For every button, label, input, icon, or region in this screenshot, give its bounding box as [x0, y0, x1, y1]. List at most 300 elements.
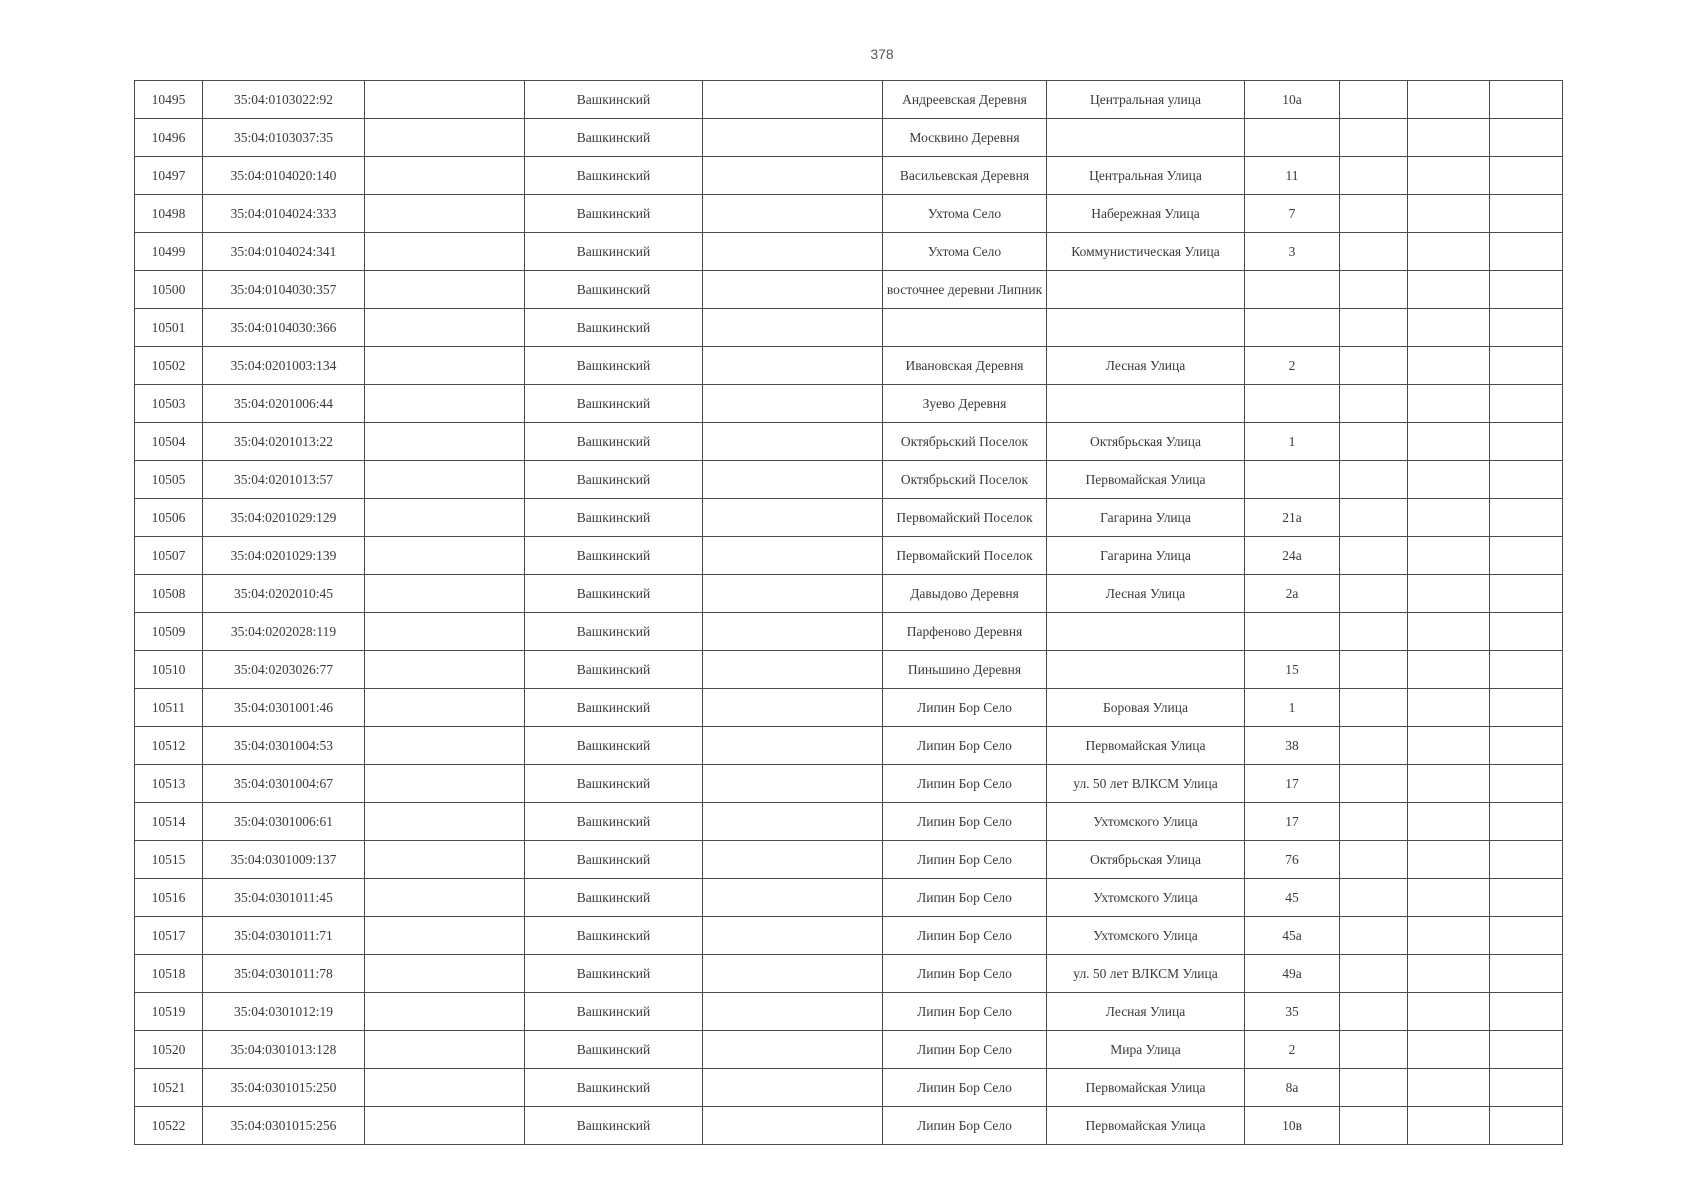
blank-cell-5: [703, 765, 883, 803]
blank-cell-9: [1340, 157, 1408, 195]
house-number-cell: 2: [1245, 1031, 1340, 1069]
blank-cell-11: [1490, 347, 1563, 385]
table-row: [135, 993, 1563, 1031]
blank-cell-5: [703, 879, 883, 917]
blank-cell-10: [1408, 1107, 1490, 1145]
blank-cell-10: [1408, 423, 1490, 461]
blank-cell-9: [1340, 651, 1408, 689]
blank-cell-3: [365, 1069, 525, 1107]
row-number-cell: 10500: [135, 271, 203, 309]
street-cell: [1047, 651, 1245, 689]
row-number-cell: 10507: [135, 537, 203, 575]
blank-cell-9: [1340, 1031, 1408, 1069]
settlement-cell: восточнее деревни Липник: [883, 271, 1047, 309]
settlement-cell: Андреевская Деревня: [883, 81, 1047, 119]
blank-cell-10: [1408, 727, 1490, 765]
street-cell: Октябрьская Улица: [1047, 841, 1245, 879]
blank-cell-3: [365, 81, 525, 119]
row-number-cell: 10504: [135, 423, 203, 461]
blank-cell-5: [703, 803, 883, 841]
blank-cell-3: [365, 879, 525, 917]
table-row: [135, 1031, 1563, 1069]
district-cell: Вашкинский: [525, 765, 703, 803]
blank-cell-3: [365, 195, 525, 233]
blank-cell-3: [365, 499, 525, 537]
blank-cell-5: [703, 195, 883, 233]
district-cell: Вашкинский: [525, 879, 703, 917]
blank-cell-3: [365, 727, 525, 765]
row-number-cell: 10496: [135, 119, 203, 157]
blank-cell-9: [1340, 1069, 1408, 1107]
blank-cell-9: [1340, 195, 1408, 233]
blank-cell-10: [1408, 309, 1490, 347]
settlement-cell: Липин Бор Село: [883, 1031, 1047, 1069]
settlement-cell: Липин Бор Село: [883, 1107, 1047, 1145]
blank-cell-3: [365, 803, 525, 841]
blank-cell-10: [1408, 575, 1490, 613]
blank-cell-11: [1490, 271, 1563, 309]
settlement-cell: [883, 309, 1047, 347]
blank-cell-11: [1490, 233, 1563, 271]
cadastral-number-cell: 35:04:0301009:137: [203, 841, 365, 879]
table-row: [135, 385, 1563, 423]
settlement-cell: Липин Бор Село: [883, 765, 1047, 803]
blank-cell-11: [1490, 423, 1563, 461]
blank-cell-11: [1490, 309, 1563, 347]
blank-cell-10: [1408, 537, 1490, 575]
settlement-cell: Липин Бор Село: [883, 993, 1047, 1031]
blank-cell-5: [703, 537, 883, 575]
blank-cell-9: [1340, 233, 1408, 271]
registry-table-body: [135, 81, 1563, 1145]
blank-cell-10: [1408, 271, 1490, 309]
settlement-cell: Москвино Деревня: [883, 119, 1047, 157]
blank-cell-9: [1340, 1107, 1408, 1145]
settlement-cell: Липин Бор Село: [883, 879, 1047, 917]
blank-cell-5: [703, 385, 883, 423]
house-number-cell: 7: [1245, 195, 1340, 233]
blank-cell-11: [1490, 157, 1563, 195]
cadastral-number-cell: 35:04:0201013:57: [203, 461, 365, 499]
blank-cell-10: [1408, 613, 1490, 651]
cadastral-number-cell: 35:04:0202010:45: [203, 575, 365, 613]
table-row: [135, 651, 1563, 689]
street-cell: ул. 50 лет ВЛКСМ Улица: [1047, 955, 1245, 993]
cadastral-number-cell: 35:04:0301004:67: [203, 765, 365, 803]
blank-cell-5: [703, 689, 883, 727]
blank-cell-11: [1490, 917, 1563, 955]
house-number-cell: 21а: [1245, 499, 1340, 537]
blank-cell-3: [365, 765, 525, 803]
blank-cell-5: [703, 651, 883, 689]
blank-cell-10: [1408, 955, 1490, 993]
blank-cell-5: [703, 157, 883, 195]
blank-cell-10: [1408, 689, 1490, 727]
blank-cell-9: [1340, 119, 1408, 157]
blank-cell-11: [1490, 1031, 1563, 1069]
blank-cell-11: [1490, 195, 1563, 233]
blank-cell-3: [365, 271, 525, 309]
blank-cell-5: [703, 727, 883, 765]
settlement-cell: Зуево Деревня: [883, 385, 1047, 423]
cadastral-number-cell: 35:04:0301006:61: [203, 803, 365, 841]
cadastral-number-cell: 35:04:0103037:35: [203, 119, 365, 157]
district-cell: Вашкинский: [525, 385, 703, 423]
blank-cell-9: [1340, 271, 1408, 309]
settlement-cell: Первомайский Поселок: [883, 499, 1047, 537]
row-number-cell: 10517: [135, 917, 203, 955]
cadastral-number-cell: 35:04:0201029:129: [203, 499, 365, 537]
house-number-cell: 24а: [1245, 537, 1340, 575]
house-number-cell: 2а: [1245, 575, 1340, 613]
table-row: [135, 233, 1563, 271]
row-number-cell: 10518: [135, 955, 203, 993]
row-number-cell: 10513: [135, 765, 203, 803]
settlement-cell: Липин Бор Село: [883, 955, 1047, 993]
table-row: [135, 841, 1563, 879]
district-cell: Вашкинский: [525, 613, 703, 651]
street-cell: [1047, 119, 1245, 157]
street-cell: Гагарина Улица: [1047, 537, 1245, 575]
district-cell: Вашкинский: [525, 119, 703, 157]
row-number-cell: 10511: [135, 689, 203, 727]
district-cell: Вашкинский: [525, 993, 703, 1031]
cadastral-number-cell: 35:04:0203026:77: [203, 651, 365, 689]
street-cell: Центральная улица: [1047, 81, 1245, 119]
cadastral-number-cell: 35:04:0104030:366: [203, 309, 365, 347]
blank-cell-11: [1490, 119, 1563, 157]
blank-cell-9: [1340, 347, 1408, 385]
street-cell: Лесная Улица: [1047, 993, 1245, 1031]
blank-cell-9: [1340, 423, 1408, 461]
district-cell: Вашкинский: [525, 423, 703, 461]
blank-cell-3: [365, 385, 525, 423]
blank-cell-11: [1490, 689, 1563, 727]
blank-cell-5: [703, 271, 883, 309]
district-cell: Вашкинский: [525, 271, 703, 309]
street-cell: [1047, 613, 1245, 651]
house-number-cell: 45: [1245, 879, 1340, 917]
settlement-cell: Липин Бор Село: [883, 841, 1047, 879]
blank-cell-11: [1490, 1107, 1563, 1145]
blank-cell-11: [1490, 651, 1563, 689]
blank-cell-3: [365, 955, 525, 993]
row-number-cell: 10516: [135, 879, 203, 917]
blank-cell-9: [1340, 537, 1408, 575]
blank-cell-9: [1340, 765, 1408, 803]
street-cell: Ухтомского Улица: [1047, 879, 1245, 917]
blank-cell-5: [703, 347, 883, 385]
settlement-cell: Липин Бор Село: [883, 917, 1047, 955]
district-cell: Вашкинский: [525, 803, 703, 841]
table-row: [135, 309, 1563, 347]
blank-cell-5: [703, 955, 883, 993]
page-number: 378: [870, 46, 894, 62]
blank-cell-10: [1408, 233, 1490, 271]
house-number-cell: 38: [1245, 727, 1340, 765]
district-cell: Вашкинский: [525, 1031, 703, 1069]
row-number-cell: 10519: [135, 993, 203, 1031]
row-number-cell: 10506: [135, 499, 203, 537]
blank-cell-11: [1490, 461, 1563, 499]
blank-cell-11: [1490, 575, 1563, 613]
table-row: [135, 157, 1563, 195]
blank-cell-10: [1408, 765, 1490, 803]
house-number-cell: 11: [1245, 157, 1340, 195]
district-cell: Вашкинский: [525, 651, 703, 689]
settlement-cell: Парфеново Деревня: [883, 613, 1047, 651]
blank-cell-3: [365, 309, 525, 347]
district-cell: Вашкинский: [525, 1107, 703, 1145]
blank-cell-3: [365, 689, 525, 727]
table-row: [135, 689, 1563, 727]
cadastral-number-cell: 35:04:0104024:333: [203, 195, 365, 233]
row-number-cell: 10520: [135, 1031, 203, 1069]
district-cell: Вашкинский: [525, 157, 703, 195]
blank-cell-5: [703, 309, 883, 347]
house-number-cell: [1245, 271, 1340, 309]
house-number-cell: [1245, 309, 1340, 347]
table-row: [135, 537, 1563, 575]
blank-cell-10: [1408, 803, 1490, 841]
table-row: [135, 1069, 1563, 1107]
blank-cell-3: [365, 157, 525, 195]
blank-cell-10: [1408, 1031, 1490, 1069]
cadastral-number-cell: 35:04:0104024:341: [203, 233, 365, 271]
house-number-cell: 10в: [1245, 1107, 1340, 1145]
table-row: [135, 347, 1563, 385]
blank-cell-3: [365, 613, 525, 651]
blank-cell-3: [365, 233, 525, 271]
blank-cell-5: [703, 233, 883, 271]
blank-cell-10: [1408, 461, 1490, 499]
cadastral-number-cell: 35:04:0201029:139: [203, 537, 365, 575]
blank-cell-5: [703, 119, 883, 157]
house-number-cell: 17: [1245, 765, 1340, 803]
table-row: [135, 613, 1563, 651]
table-row: [135, 461, 1563, 499]
blank-cell-5: [703, 613, 883, 651]
house-number-cell: [1245, 613, 1340, 651]
row-number-cell: 10501: [135, 309, 203, 347]
blank-cell-5: [703, 1031, 883, 1069]
blank-cell-5: [703, 1107, 883, 1145]
settlement-cell: Ивановская Деревня: [883, 347, 1047, 385]
blank-cell-11: [1490, 1069, 1563, 1107]
street-cell: Первомайская Улица: [1047, 1069, 1245, 1107]
district-cell: Вашкинский: [525, 1069, 703, 1107]
blank-cell-5: [703, 993, 883, 1031]
blank-cell-10: [1408, 347, 1490, 385]
blank-cell-10: [1408, 917, 1490, 955]
cadastral-number-cell: 35:04:0201006:44: [203, 385, 365, 423]
district-cell: Вашкинский: [525, 461, 703, 499]
house-number-cell: 1: [1245, 689, 1340, 727]
street-cell: [1047, 385, 1245, 423]
row-number-cell: 10499: [135, 233, 203, 271]
blank-cell-10: [1408, 195, 1490, 233]
district-cell: Вашкинский: [525, 309, 703, 347]
row-number-cell: 10497: [135, 157, 203, 195]
house-number-cell: [1245, 119, 1340, 157]
district-cell: Вашкинский: [525, 499, 703, 537]
district-cell: Вашкинский: [525, 347, 703, 385]
street-cell: Ухтомского Улица: [1047, 803, 1245, 841]
blank-cell-5: [703, 461, 883, 499]
blank-cell-3: [365, 993, 525, 1031]
house-number-cell: 15: [1245, 651, 1340, 689]
blank-cell-11: [1490, 841, 1563, 879]
blank-cell-3: [365, 651, 525, 689]
blank-cell-9: [1340, 689, 1408, 727]
blank-cell-3: [365, 537, 525, 575]
district-cell: Вашкинский: [525, 841, 703, 879]
street-cell: Первомайская Улица: [1047, 1107, 1245, 1145]
street-cell: Коммунистическая Улица: [1047, 233, 1245, 271]
blank-cell-11: [1490, 81, 1563, 119]
blank-cell-10: [1408, 841, 1490, 879]
blank-cell-9: [1340, 993, 1408, 1031]
blank-cell-3: [365, 347, 525, 385]
settlement-cell: Ухтома Село: [883, 233, 1047, 271]
cadastral-number-cell: 35:04:0202028:119: [203, 613, 365, 651]
table-row: [135, 955, 1563, 993]
street-cell: Набережная Улица: [1047, 195, 1245, 233]
district-cell: Вашкинский: [525, 727, 703, 765]
table-row: [135, 195, 1563, 233]
blank-cell-11: [1490, 955, 1563, 993]
street-cell: Ухтомского Улица: [1047, 917, 1245, 955]
settlement-cell: Ухтома Село: [883, 195, 1047, 233]
table-row: [135, 917, 1563, 955]
district-cell: Вашкинский: [525, 537, 703, 575]
street-cell: [1047, 309, 1245, 347]
table-row: [135, 803, 1563, 841]
cadastral-number-cell: 35:04:0301015:250: [203, 1069, 365, 1107]
blank-cell-9: [1340, 879, 1408, 917]
cadastral-number-cell: 35:04:0301011:45: [203, 879, 365, 917]
district-cell: Вашкинский: [525, 233, 703, 271]
blank-cell-9: [1340, 917, 1408, 955]
settlement-cell: Пиньшино Деревня: [883, 651, 1047, 689]
district-cell: Вашкинский: [525, 195, 703, 233]
street-cell: Мира Улица: [1047, 1031, 1245, 1069]
district-cell: Вашкинский: [525, 917, 703, 955]
blank-cell-10: [1408, 499, 1490, 537]
blank-cell-9: [1340, 499, 1408, 537]
table-row: [135, 765, 1563, 803]
blank-cell-10: [1408, 1069, 1490, 1107]
blank-cell-10: [1408, 385, 1490, 423]
street-cell: [1047, 271, 1245, 309]
table-row: [135, 727, 1563, 765]
blank-cell-10: [1408, 993, 1490, 1031]
house-number-cell: [1245, 385, 1340, 423]
house-number-cell: 8а: [1245, 1069, 1340, 1107]
settlement-cell: Васильевская Деревня: [883, 157, 1047, 195]
table-row: [135, 119, 1563, 157]
row-number-cell: 10508: [135, 575, 203, 613]
settlement-cell: Октябрьский Поселок: [883, 423, 1047, 461]
cadastral-number-cell: 35:04:0301011:78: [203, 955, 365, 993]
blank-cell-5: [703, 841, 883, 879]
blank-cell-5: [703, 575, 883, 613]
blank-cell-9: [1340, 955, 1408, 993]
blank-cell-9: [1340, 727, 1408, 765]
table-row: [135, 271, 1563, 309]
settlement-cell: Октябрьский Поселок: [883, 461, 1047, 499]
blank-cell-9: [1340, 385, 1408, 423]
blank-cell-9: [1340, 461, 1408, 499]
blank-cell-5: [703, 81, 883, 119]
blank-cell-11: [1490, 727, 1563, 765]
cadastral-number-cell: 35:04:0301011:71: [203, 917, 365, 955]
cadastral-number-cell: 35:04:0201003:134: [203, 347, 365, 385]
blank-cell-9: [1340, 613, 1408, 651]
blank-cell-11: [1490, 537, 1563, 575]
house-number-cell: 2: [1245, 347, 1340, 385]
settlement-cell: Липин Бор Село: [883, 1069, 1047, 1107]
row-number-cell: 10515: [135, 841, 203, 879]
house-number-cell: [1245, 461, 1340, 499]
row-number-cell: 10505: [135, 461, 203, 499]
house-number-cell: 49а: [1245, 955, 1340, 993]
cadastral-number-cell: 35:04:0301012:19: [203, 993, 365, 1031]
blank-cell-10: [1408, 879, 1490, 917]
cadastral-number-cell: 35:04:0301015:256: [203, 1107, 365, 1145]
table-row: [135, 423, 1563, 461]
blank-cell-3: [365, 1107, 525, 1145]
cadastral-number-cell: 35:04:0104020:140: [203, 157, 365, 195]
house-number-cell: 17: [1245, 803, 1340, 841]
settlement-cell: Липин Бор Село: [883, 689, 1047, 727]
row-number-cell: 10509: [135, 613, 203, 651]
cadastral-number-cell: 35:04:0301013:128: [203, 1031, 365, 1069]
street-cell: Лесная Улица: [1047, 347, 1245, 385]
row-number-cell: 10512: [135, 727, 203, 765]
blank-cell-5: [703, 917, 883, 955]
blank-cell-11: [1490, 765, 1563, 803]
blank-cell-11: [1490, 993, 1563, 1031]
street-cell: Центральная Улица: [1047, 157, 1245, 195]
row-number-cell: 10502: [135, 347, 203, 385]
blank-cell-5: [703, 1069, 883, 1107]
blank-cell-10: [1408, 119, 1490, 157]
row-number-cell: 10510: [135, 651, 203, 689]
street-cell: Октябрьская Улица: [1047, 423, 1245, 461]
district-cell: Вашкинский: [525, 689, 703, 727]
district-cell: Вашкинский: [525, 955, 703, 993]
row-number-cell: 10521: [135, 1069, 203, 1107]
table-row: [135, 879, 1563, 917]
house-number-cell: 10а: [1245, 81, 1340, 119]
cadastral-number-cell: 35:04:0103022:92: [203, 81, 365, 119]
table-row: [135, 81, 1563, 119]
blank-cell-11: [1490, 499, 1563, 537]
cadastral-number-cell: 35:04:0301001:46: [203, 689, 365, 727]
cadastral-number-cell: 35:04:0104030:357: [203, 271, 365, 309]
row-number-cell: 10514: [135, 803, 203, 841]
blank-cell-3: [365, 1031, 525, 1069]
blank-cell-9: [1340, 309, 1408, 347]
blank-cell-11: [1490, 385, 1563, 423]
blank-cell-3: [365, 841, 525, 879]
district-cell: Вашкинский: [525, 575, 703, 613]
blank-cell-10: [1408, 651, 1490, 689]
street-cell: Гагарина Улица: [1047, 499, 1245, 537]
table-row: [135, 499, 1563, 537]
house-number-cell: 45а: [1245, 917, 1340, 955]
